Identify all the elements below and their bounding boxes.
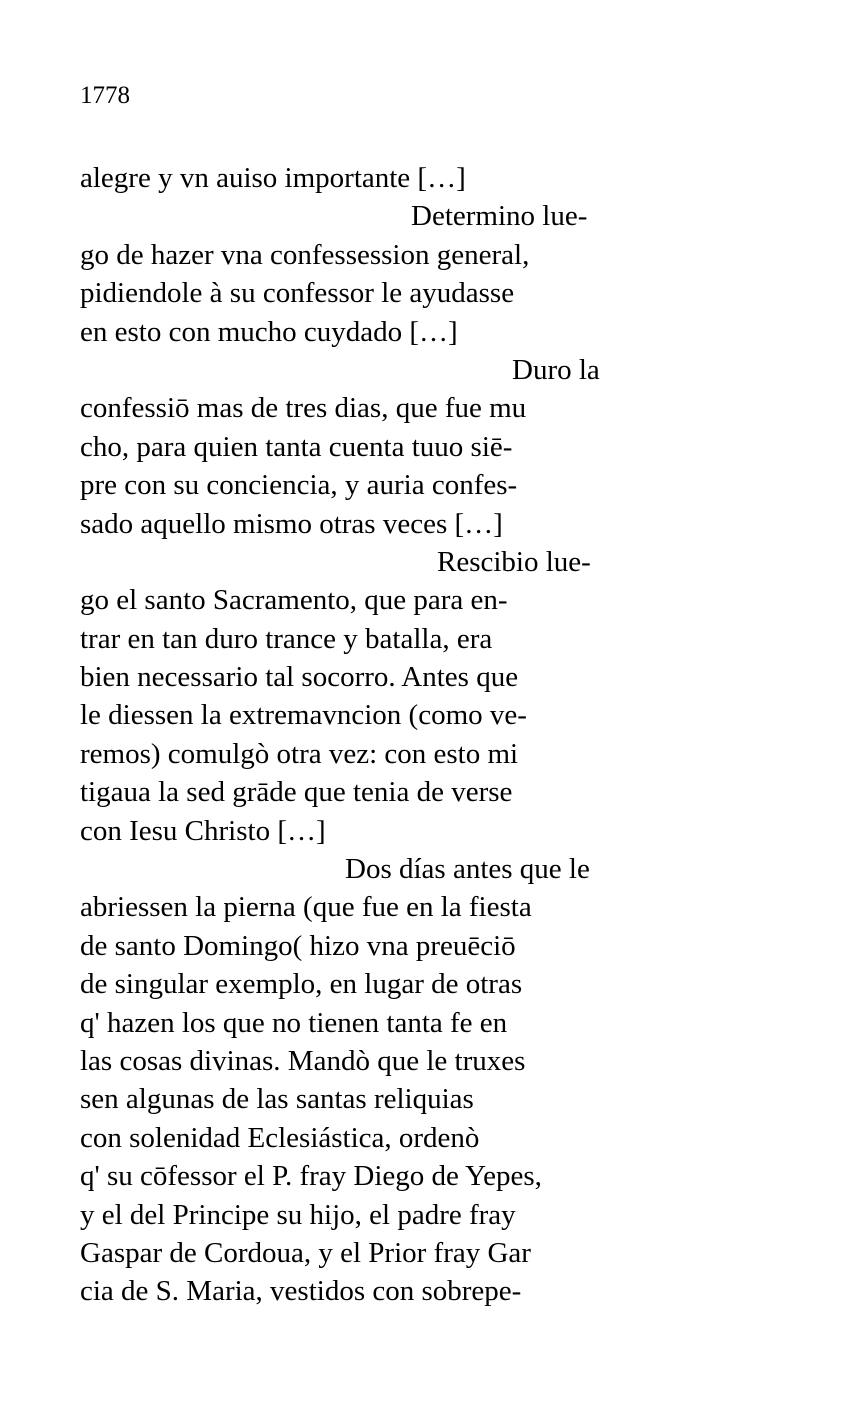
text-line: tigaua la sed grāde que tenia de verse <box>80 776 513 809</box>
text-line: las cosas divinas. Mandò que le truxes <box>80 1044 526 1077</box>
text-line: confessiō mas de tres dias, que fue mu <box>80 392 527 425</box>
text-line: alegre y vn auiso importante […] <box>80 162 466 194</box>
text-line: q' su cōfessor el P. fray Diego de Yepes, <box>80 1160 542 1193</box>
text-line: sen algunas de las santas reliquias <box>80 1083 474 1116</box>
text-line: trar en tan duro trance y batalla, era <box>80 622 493 655</box>
text-line: pidiendole à su confessor le ayudasse <box>80 277 515 310</box>
text-line: con Iesu Christo […] <box>80 814 326 847</box>
text-line: Dos días antes que le <box>345 853 590 886</box>
text-line: y el del Principe su hijo, el padre fray <box>80 1198 516 1231</box>
text-line: Determino lue- <box>411 200 588 233</box>
text-line: en esto con mucho cuydado […] <box>80 315 458 348</box>
page-number: 1778 <box>80 82 130 109</box>
text-line: go de hazer vna confessession general, <box>80 238 530 271</box>
text-line: Gaspar de Cordoua, y el Prior fray Gar <box>80 1236 531 1269</box>
text-line: le diessen la extremavncion (como ve- <box>80 699 527 732</box>
text-line: de singular exemplo, en lugar de otras <box>80 968 523 1001</box>
text-line: con solenidad Eclesiástica, ordenò <box>80 1121 480 1154</box>
text-line: Duro la <box>512 353 600 386</box>
text-line: de santo Domingo( hizo vna preuēciō <box>80 929 516 962</box>
text-line: q' hazen los que no tienen tanta fe en <box>80 1006 508 1039</box>
text-line: cia de S. Maria, vestidos con sobrepe- <box>80 1275 522 1308</box>
body-text <box>80 159 640 1311</box>
text-line: remos) comulgò otra vez: con esto mi <box>80 737 519 770</box>
text-line: sado aquello mismo otras veces […] <box>80 507 503 540</box>
text-line: cho, para quien tanta cuenta tuuo siē- <box>80 430 513 463</box>
text-line: Rescibio lue- <box>437 545 591 578</box>
text-line: pre con su conciencia, y auria confes- <box>80 469 518 502</box>
text-line: go el santo Sacramento, que para en- <box>80 584 508 617</box>
text-line: bien necessario tal socorro. Antes que <box>80 661 519 694</box>
text-line: abriessen la pierna (que fue en la fiesta <box>80 891 532 924</box>
